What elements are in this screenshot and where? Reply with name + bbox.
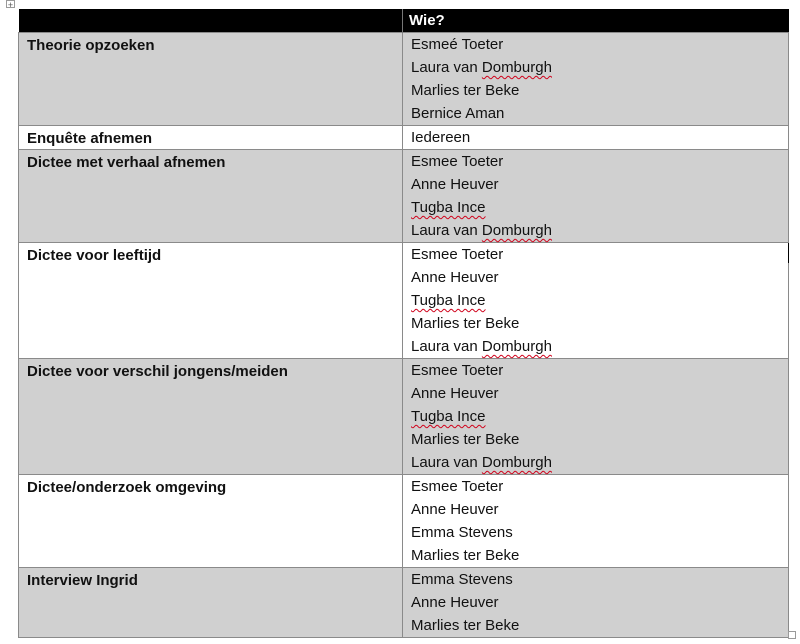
person-name — [411, 219, 780, 242]
name-text: Laura van — [411, 59, 482, 76]
person-name — [411, 382, 780, 405]
table-resize-handle-icon[interactable] — [788, 631, 796, 639]
table-body — [19, 33, 789, 638]
people-cell[interactable] — [403, 150, 789, 243]
spelling-flagged-text[interactable]: Domburgh — [481, 222, 552, 239]
table-row — [19, 243, 789, 359]
name-text: Laura van — [411, 454, 482, 471]
task-table — [18, 9, 789, 638]
name-text: Esmeé Toeter — [411, 36, 504, 53]
table-row — [19, 33, 789, 126]
name-text: Marlies ter Beke — [411, 547, 520, 564]
spelling-flagged-text[interactable]: Domburgh — [481, 454, 552, 471]
person-name — [411, 266, 780, 289]
spelling-flagged-text[interactable]: Tugba Ince — [411, 408, 486, 425]
name-text: Emma Stevens — [411, 524, 513, 541]
task-label: Dictee voor verschil jongens/meiden — [27, 363, 288, 380]
people-cell[interactable] — [403, 126, 789, 150]
people-cell[interactable] — [403, 568, 789, 638]
person-name — [411, 312, 780, 335]
person-name — [411, 289, 780, 312]
person-name — [411, 173, 780, 196]
person-name — [411, 359, 780, 382]
spelling-flagged-text[interactable]: Tugba Ince — [411, 292, 486, 309]
person-name — [411, 475, 780, 498]
name-text: Esmee Toeter — [411, 246, 504, 263]
name-text: Anne Heuver — [411, 269, 499, 286]
table-row — [19, 359, 789, 475]
header-cell-who[interactable]: Wie? — [403, 9, 789, 33]
name-text: Bernice Aman — [411, 105, 505, 122]
table-row — [19, 475, 789, 568]
name-text: Emma Stevens — [411, 571, 513, 588]
name-text: Laura van — [411, 338, 482, 355]
table-row — [19, 568, 789, 638]
name-text: Marlies ter Beke — [411, 82, 520, 99]
task-label: Theorie opzoeken — [27, 37, 155, 54]
name-text: Esmee Toeter — [411, 478, 504, 495]
person-name — [411, 33, 780, 56]
name-text: Marlies ter Beke — [411, 431, 520, 448]
name-text: Anne Heuver — [411, 176, 499, 193]
person-name — [411, 150, 780, 173]
person-name — [411, 591, 780, 614]
person-name — [411, 614, 780, 637]
task-cell[interactable] — [19, 243, 403, 359]
name-text: Anne Heuver — [411, 385, 499, 402]
task-label: Dictee met verhaal afnemen — [27, 154, 226, 171]
table-row — [19, 150, 789, 243]
person-name — [411, 56, 780, 79]
table-header-row — [19, 9, 789, 33]
person-name — [411, 126, 780, 149]
person-name — [411, 498, 780, 521]
task-cell[interactable] — [19, 33, 403, 126]
name-text: Esmee Toeter — [411, 153, 504, 170]
name-text: Marlies ter Beke — [411, 315, 520, 332]
task-cell[interactable] — [19, 568, 403, 638]
task-label: Enquête afnemen — [27, 130, 153, 147]
table-row — [19, 126, 789, 150]
person-name — [411, 568, 780, 591]
person-name — [411, 79, 780, 102]
people-cell[interactable] — [403, 475, 789, 568]
task-cell[interactable] — [19, 126, 403, 150]
people-cell[interactable] — [403, 359, 789, 475]
person-name — [411, 243, 780, 266]
name-text: Esmee Toeter — [411, 362, 504, 379]
task-label: Dictee/onderzoek omgeving — [27, 479, 227, 496]
people-cell[interactable] — [403, 33, 789, 126]
name-text: Iedereen — [411, 129, 471, 146]
spelling-flagged-text[interactable]: Domburgh — [481, 59, 552, 76]
people-cell[interactable] — [403, 243, 789, 359]
task-cell[interactable] — [19, 150, 403, 243]
task-cell[interactable] — [19, 359, 403, 475]
task-label: Dictee voor leeftijd — [27, 247, 162, 264]
name-text: Marlies ter Beke — [411, 617, 520, 634]
header-cell-task[interactable] — [19, 9, 403, 33]
person-name — [411, 521, 780, 544]
person-name — [411, 544, 780, 567]
task-label: Interview Ingrid — [27, 572, 138, 589]
person-name — [411, 405, 780, 428]
person-name — [411, 196, 780, 219]
name-text: Anne Heuver — [411, 594, 499, 611]
name-text: Anne Heuver — [411, 501, 499, 518]
person-name — [411, 428, 780, 451]
text-cursor — [788, 243, 789, 263]
table-move-handle-icon[interactable]: + — [7, 0, 14, 10]
person-name — [411, 102, 780, 125]
person-name — [411, 335, 780, 358]
name-text: Laura van — [411, 222, 482, 239]
task-cell[interactable] — [19, 475, 403, 568]
person-name — [411, 451, 780, 474]
spelling-flagged-text[interactable]: Tugba Ince — [411, 199, 486, 216]
spelling-flagged-text[interactable]: Domburgh — [481, 338, 552, 355]
